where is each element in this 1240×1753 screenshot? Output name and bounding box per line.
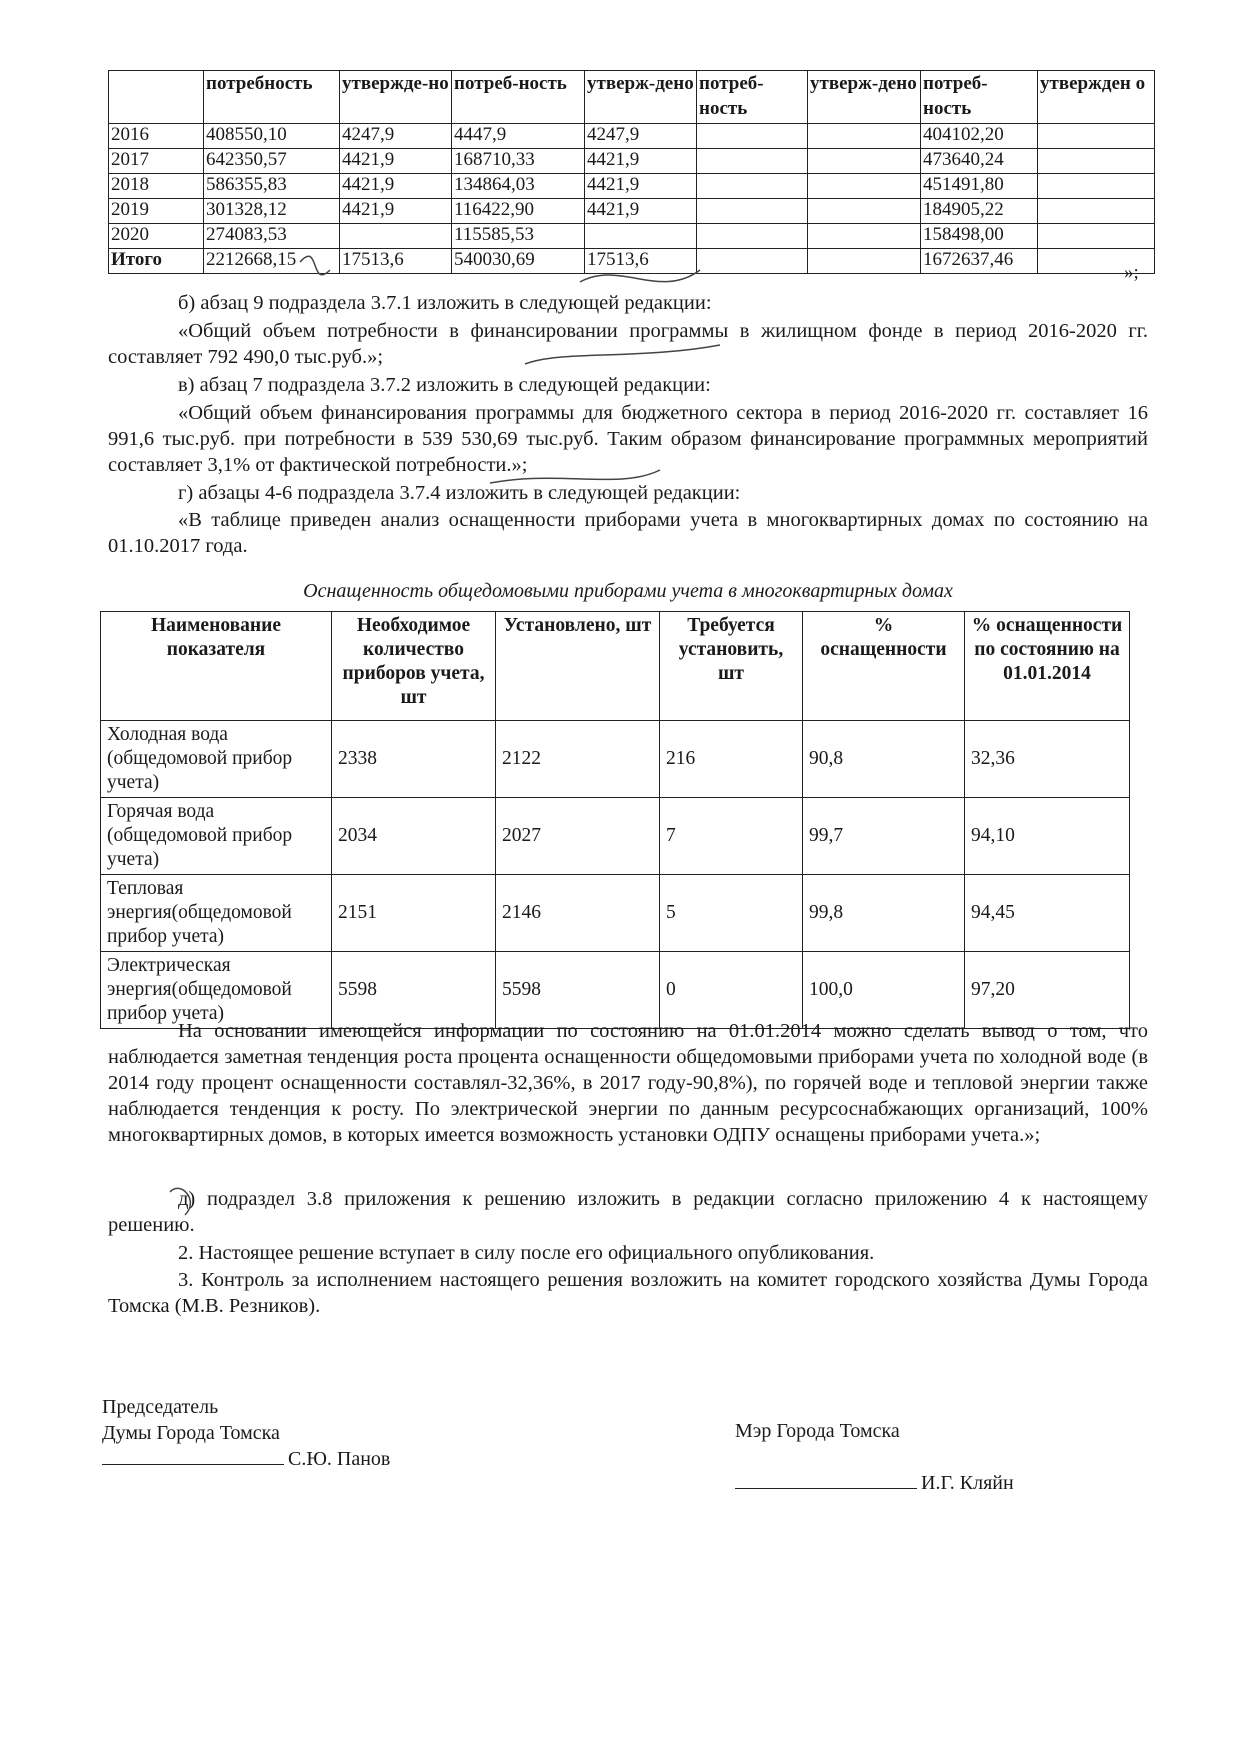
item-v-heading: в) абзац 7 подраздела 3.7.2 изложить в следующей редакции: bbox=[178, 374, 711, 396]
cell: 586355,83 bbox=[204, 174, 340, 199]
item-3: 3. Контроль за исполнением настоящего решения возложить на комитет городского хозяйства Думы Города Томска (М.В. Резников). bbox=[108, 1269, 1148, 1317]
year-cell: 2019 bbox=[109, 199, 204, 224]
total-label: Итого bbox=[109, 249, 204, 274]
indicator-name: Горячая вода (общедомовой прибор учета) bbox=[101, 798, 332, 875]
cell: 115585,53 bbox=[452, 224, 585, 249]
cell: 5598 bbox=[496, 952, 660, 1029]
cell: 17513,6 bbox=[585, 249, 697, 274]
header-cell: Установлено, шт bbox=[496, 612, 660, 721]
cell: 642350,57 bbox=[204, 149, 340, 174]
cell: 116422,90 bbox=[452, 199, 585, 224]
cell: 4447,9 bbox=[452, 124, 585, 149]
cell: 540030,69 bbox=[452, 249, 585, 274]
indicator-name: Холодная вода (общедомовой прибор учета) bbox=[101, 721, 332, 798]
header-cell: Наименование показателя bbox=[101, 612, 332, 721]
header-cell: % оснащенности по состоянию на 01.01.2014 bbox=[965, 612, 1130, 721]
cell: 2034 bbox=[332, 798, 496, 875]
chairman-name: С.Ю. Панов bbox=[288, 1448, 391, 1470]
cell: 94,45 bbox=[965, 875, 1130, 952]
meter-table-caption: Оснащенность общедомовыми приборами учета в многоквартирных домах bbox=[303, 580, 953, 602]
cell: 5598 bbox=[332, 952, 496, 1029]
header-cell: утверж-дено bbox=[585, 71, 697, 124]
item-b-heading: б) абзац 9 подраздела 3.7.1 изложить в следующей редакции: bbox=[178, 292, 712, 314]
cell: 2151 bbox=[332, 875, 496, 952]
cell: 17513,6 bbox=[340, 249, 452, 274]
mayor-title: Мэр Города Томска bbox=[735, 1420, 900, 1442]
year-cell: 2018 bbox=[109, 174, 204, 199]
year-cell: 2020 bbox=[109, 224, 204, 249]
cell: 4421,9 bbox=[585, 199, 697, 224]
cell: 451491,80 bbox=[921, 174, 1038, 199]
cell: 4247,9 bbox=[585, 124, 697, 149]
cell: 4421,9 bbox=[585, 174, 697, 199]
cell: 184905,22 bbox=[921, 199, 1038, 224]
header-cell: Необходимое количество приборов учета, шт bbox=[332, 612, 496, 721]
cell: 473640,24 bbox=[921, 149, 1038, 174]
item-g-text: «В таблице приведен анализ оснащенности приборами учета в многоквартирных домах по состоянию на 01.10.2017 года. bbox=[108, 509, 1148, 557]
cell: 4421,9 bbox=[340, 199, 452, 224]
indicator-name: Электрическая энергия(общедомовой прибор учета) bbox=[101, 952, 332, 1029]
year-cell: 2016 bbox=[109, 124, 204, 149]
cell: 97,20 bbox=[965, 952, 1130, 1029]
item-g-heading: г) абзацы 4-6 подраздела 3.7.4 изложить в следующей редакции: bbox=[178, 482, 741, 504]
chairman-title-2: Думы Города Томска bbox=[102, 1422, 280, 1444]
item-d: д) подраздел 3.8 приложения к решению изложить в редакции согласно приложению 4 к настоящему решению. bbox=[108, 1188, 1148, 1236]
cell: 301328,12 bbox=[204, 199, 340, 224]
header-cell: утвержде-но bbox=[340, 71, 452, 124]
indicator-name: Тепловая энергия(общедомовой прибор учета) bbox=[101, 875, 332, 952]
cell: 99,8 bbox=[803, 875, 965, 952]
header-cell: % оснащенности bbox=[803, 612, 965, 721]
cell: 2027 bbox=[496, 798, 660, 875]
item-2: 2. Настоящее решение вступает в силу после его официального опубликования. bbox=[178, 1242, 875, 1264]
cell: 134864,03 bbox=[452, 174, 585, 199]
cell: 7 bbox=[660, 798, 803, 875]
cell: 99,7 bbox=[803, 798, 965, 875]
cell: 2122 bbox=[496, 721, 660, 798]
header-cell: утвержден о bbox=[1038, 71, 1155, 124]
cell: 404102,20 bbox=[921, 124, 1038, 149]
cell: 2146 bbox=[496, 875, 660, 952]
cell: 158498,00 bbox=[921, 224, 1038, 249]
cell: 408550,10 bbox=[204, 124, 340, 149]
cell: 94,10 bbox=[965, 798, 1130, 875]
cell: 216 bbox=[660, 721, 803, 798]
cell: 0 bbox=[660, 952, 803, 1029]
cell: 168710,33 bbox=[452, 149, 585, 174]
cell: 4247,9 bbox=[340, 124, 452, 149]
cell: 32,36 bbox=[965, 721, 1130, 798]
cell: 1672637,46 bbox=[921, 249, 1038, 274]
header-cell: утверж-дено bbox=[808, 71, 921, 124]
mayor-name: И.Г. Кляйн bbox=[921, 1472, 1014, 1494]
cell: 2338 bbox=[332, 721, 496, 798]
cell: 100,0 bbox=[803, 952, 965, 1029]
header-cell: потребность bbox=[204, 71, 340, 124]
header-cell: потреб-ность bbox=[697, 71, 808, 124]
closing-quote: »; bbox=[1124, 262, 1139, 283]
conclusion-paragraph: На основании имеющейся информации по состоянию на 01.01.2014 можно сделать вывод о том, что наблюдается заметная тенденция роста процента оснащенности общедомовыми приборами учета по холодной воде (в 2014 году процент оснащенности составлял-32,36%, в 2017 году-90,8%), по горячей воде и тепловой энергии также наблюдается тенденция к росту. По электрической энергии по данным ресурсоснабжающих организаций, 100% многоквартирных домов, в которых имеется возможность установки ОДПУ оснащены приборами учета.»; bbox=[108, 1020, 1148, 1146]
header-cell: потреб-ность bbox=[452, 71, 585, 124]
cell: 2212668,15 bbox=[204, 249, 340, 274]
cell: 5 bbox=[660, 875, 803, 952]
item-v-text: «Общий объем финансирования программы для бюджетного сектора в период 2016-2020 гг. составляет 16 991,6 тыс.руб. при потребности в 539 530,69 тыс.руб. Таким образом финансирование программных мероприятий составляет 3,1% от фактической потребности.»; bbox=[108, 402, 1148, 476]
header-cell: Требуется установить, шт bbox=[660, 612, 803, 721]
header-cell: потреб-ность bbox=[921, 71, 1038, 124]
cell: 4421,9 bbox=[340, 174, 452, 199]
item-b-text: «Общий объем потребности в финансировании программы в жилищном фонде в период 2016-2020 гг. составляет 792 490,0 тыс.руб.»; bbox=[108, 320, 1148, 368]
chairman-title: Председатель bbox=[102, 1396, 219, 1418]
cell: 4421,9 bbox=[340, 149, 452, 174]
cell: 90,8 bbox=[803, 721, 965, 798]
year-cell: 2017 bbox=[109, 149, 204, 174]
cell: 4421,9 bbox=[585, 149, 697, 174]
cell: 274083,53 bbox=[204, 224, 340, 249]
